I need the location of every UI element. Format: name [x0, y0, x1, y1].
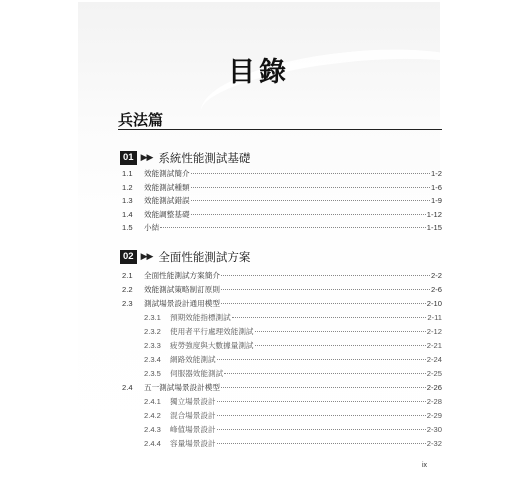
toc-text: 五一測試場景設計模型 [144, 383, 220, 392]
toc-text: 容量場景設計 [170, 439, 216, 448]
toc-subentry [122, 339, 442, 352]
toc-text: 預期效能指標測試 [170, 313, 231, 322]
toc-number: 2.4.1 [144, 397, 161, 406]
toc-subentry [122, 311, 442, 324]
part-title: 兵法篇 [118, 111, 164, 129]
toc-text: 效能調整基礎 [144, 209, 190, 219]
toc-text: 效能測試簡介 [144, 169, 190, 178]
leader-dots [217, 359, 426, 360]
toc-number: 2.3 [122, 299, 133, 308]
leader-dots [160, 227, 426, 228]
toc-text: 效能測試種類 [144, 182, 190, 192]
toc-text: 效能測試策略制訂原則 [144, 285, 220, 294]
chapter-number-badge: 02 [120, 250, 137, 264]
toc-page: 2-26 [426, 383, 442, 392]
toc-text: 獨立場景設計 [170, 397, 216, 406]
toc-subentry [122, 423, 442, 436]
toc-entry [122, 181, 442, 194]
leader-dots [217, 429, 426, 430]
toc-page: 2-32 [426, 439, 442, 448]
leader-dots [255, 345, 426, 346]
book-page [78, 2, 440, 478]
toc-text: 峰值場景設計 [170, 425, 216, 434]
toc-text: 效能測試錯誤 [144, 196, 190, 205]
toc-entry [122, 283, 442, 296]
chapter-heading [120, 149, 250, 167]
chapter-title: 系統性能測試基礎 [158, 151, 251, 165]
toc-page: 2-6 [431, 285, 442, 294]
toc-entry [122, 297, 442, 310]
toc-number: 2.4.4 [144, 439, 161, 448]
toc-number: 1.1 [122, 169, 133, 178]
toc-text: 全面性能測試方案簡介 [144, 271, 220, 280]
toc-text: 網路效能測試 [170, 355, 216, 364]
leader-dots [191, 200, 430, 201]
toc-number: 2.3.3 [144, 341, 161, 350]
toc-page: 1-6 [431, 182, 442, 192]
toc-subentry [122, 367, 442, 380]
toc-text: 使用者平行處理效能測試 [170, 327, 254, 336]
toc-entry [122, 194, 442, 207]
toc-number: 2.2 [122, 285, 133, 294]
toc-number: 2.1 [122, 271, 133, 280]
leader-dots [217, 415, 426, 416]
toc-page: 1-15 [426, 223, 442, 232]
toc-page: 2-28 [426, 397, 442, 406]
toc-subentry [122, 325, 442, 338]
toc-subentry [122, 353, 442, 366]
leader-dots [191, 187, 430, 188]
leader-dots [221, 303, 426, 304]
chapter-number-badge: 01 [120, 151, 137, 165]
toc-page: 1-12 [426, 209, 442, 219]
toc-entry [122, 167, 442, 180]
toc-number: 1.4 [122, 209, 133, 219]
toc-text: 疲勞強度與大數據量測試 [170, 341, 254, 350]
page-title: 目錄 [228, 57, 290, 88]
toc-text: 小結 [144, 223, 160, 232]
leader-dots [217, 401, 426, 402]
toc-page: 2-12 [426, 327, 442, 336]
toc-page: 2-29 [426, 411, 442, 420]
toc-page: 2-24 [426, 355, 442, 364]
toc-page: 2-21 [426, 341, 442, 350]
toc-number: 1.2 [122, 182, 133, 192]
chapter-heading [120, 248, 250, 266]
toc-number: 2.4.2 [144, 411, 161, 420]
chapter-title: 全面性能測試方案 [158, 250, 251, 264]
toc-page: 2-11 [427, 313, 442, 322]
toc-entry [122, 208, 442, 221]
leader-dots [217, 443, 426, 444]
leader-dots [221, 275, 430, 276]
toc-subentry [122, 409, 442, 422]
toc-number: 2.4 [122, 383, 133, 392]
toc-subentry [122, 395, 442, 408]
toc-number: 2.3.2 [144, 327, 161, 336]
toc-text: 混合場景設計 [170, 411, 216, 420]
toc-page: 2-25 [426, 369, 442, 378]
toc-page: 2-10 [426, 299, 442, 308]
leader-dots [221, 387, 426, 388]
toc-entry [122, 381, 442, 394]
toc-number: 2.4.3 [144, 425, 161, 434]
toc-page: 1-2 [431, 169, 442, 178]
toc-number: 2.3.1 [144, 313, 161, 322]
page-number: ix [422, 462, 428, 469]
toc-text: 伺服器效能測試 [170, 369, 224, 378]
toc-page: 2-2 [431, 271, 442, 280]
toc-entry [122, 221, 442, 234]
toc-entry [122, 269, 442, 282]
double-arrow-icon: ▶▶ [140, 153, 153, 163]
toc-number: 2.3.5 [144, 369, 161, 378]
toc-page: 2-30 [426, 425, 442, 434]
leader-dots [224, 373, 426, 374]
leader-dots [221, 289, 430, 290]
leader-dots [191, 214, 426, 215]
double-arrow-icon: ▶▶ [140, 252, 153, 262]
toc-number: 1.5 [122, 223, 133, 232]
leader-dots [255, 331, 426, 332]
toc-text: 測試場景設計通用模型 [144, 299, 220, 308]
leader-dots [191, 173, 430, 174]
toc-number: 2.3.4 [144, 355, 161, 364]
toc-page: 1-9 [431, 196, 442, 205]
toc-subentry [122, 437, 442, 450]
toc-number: 1.3 [122, 196, 133, 205]
leader-dots [232, 317, 427, 318]
part-divider [118, 129, 442, 130]
